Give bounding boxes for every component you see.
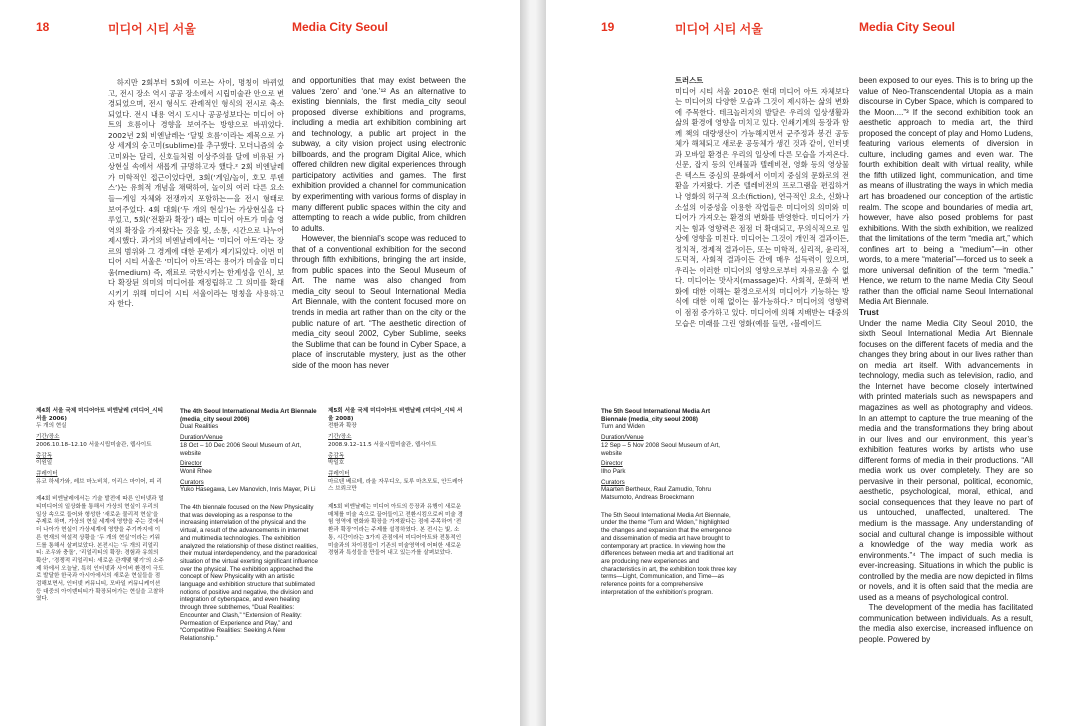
- note-description: The 4th biennale focused on the New Physicality that was developing as a response to the increasing interrelation of the physical and the virtual, a result of the advancements in internet and multimedia technologies. The exhibition analyzed the relationship of these distinct realities, their mutual interdependency, and the paradoxical situation of the virtual exerting significant influence over the physical. The exhibition approached the concept of New Physicality with an artistic language and exhibition structure that sublimated notions of positive and negative, the division and integration of cyberspace, and even healing through three subthemes, “Dual Realities: Encounter and Clash,” “Extension of Reality: Permeation of Experience and Play,” and “Competitive Realities: Seeking A New Relationship.”: [180, 504, 318, 642]
- exhibition-note-4th-en: [180, 408, 318, 718]
- note-label: Director: [180, 460, 202, 468]
- note-value: Wonil Rhee: [180, 467, 212, 475]
- body-column-en: [859, 76, 1033, 700]
- running-header-en: Media City Seoul: [859, 20, 956, 34]
- page-number: 19: [601, 20, 615, 34]
- running-header-kr: 미디어 시티 서울: [108, 22, 196, 36]
- running-header-en: Media City Seoul: [292, 20, 389, 34]
- note-value: 2008.9.12–11.5 서울시립미술관, 웹사이트: [328, 441, 437, 448]
- paragraph: However, the biennial’s scope was reduced to that of a conventional exhibition for the second through fifth exhibitions, bringing the art inside, from public spaces into the Seoul Museum of Art. The name was also changed from media_city seoul to Seoul International Media Art Biennale, with the content focused more on trends in media art rather than on the city or the public nature of art. “The aesthetic direction of media_city seoul 2002, Cyber Sublime, seeks the Sublime that can be found in Cyber Space, a place of inscrutable mystery, just as the other side of the moon has never: [292, 234, 466, 370]
- section-heading: Trust: [859, 308, 879, 318]
- note-label: 총감독: [36, 452, 53, 459]
- note-title: The 5th Seoul International Media Art Biennale (media_city seoul 2008): [601, 408, 711, 423]
- page-number: 18: [36, 20, 50, 34]
- running-header-kr: 미디어 시티 서울: [675, 22, 763, 36]
- note-title: The 4th Seoul International Media Art Biennale (media_city seoul 2006): [180, 408, 317, 423]
- section-heading: 트러스트: [675, 76, 704, 85]
- note-value: 18 Oct – 10 Dec 2006 Seoul Museum of Art, website: [180, 441, 302, 457]
- note-value: 마르텐 베르테, 라울 자무디오, 토루 마츠모토, 안드레아스 브뢰크만: [328, 478, 463, 493]
- note-value: 이원일: [36, 460, 53, 467]
- note-value: Yuko Hasegawa, Lev Manovich, Inris Mayer, Pi Li: [180, 486, 316, 494]
- exhibition-note-4th-kr: [36, 408, 164, 718]
- note-label: 총감독: [328, 452, 345, 459]
- body-column-kr: [675, 76, 849, 392]
- exhibition-note-5th-en: [601, 408, 737, 648]
- note-value: 박일호: [328, 460, 345, 467]
- note-label: 기간/장소: [328, 434, 352, 441]
- note-label: Director: [601, 460, 623, 468]
- body-column-en: [292, 76, 466, 382]
- note-subtitle: 전환과 확장: [328, 423, 357, 430]
- note-value: 유코 하세가와, 레브 마노비치, 이리스 마이어, 피 리: [36, 478, 162, 485]
- paragraph: been exposed to our eyes. This is to bring up the value of Neo-Transcendental Utopia as a main discourse in Cyber Space, which is compared to the Moon....”³ If the second exhibition took an aesthetic approach to media art, the third proposed the concept of play and Homo Ludens, featuring various elements of diversion in culture, including games and even war. The fourth exhibition dealt with virtual reality, while the fifth utilized light, communication, and time as means of illustrating the ways in which media art has broadened our conception of the artistic realm. The scope and boundaries of media art, however, have also posed problems for past exhibitions. With the sixth exhibition, we realized that the limitations of the term “media art,” which confines art to being a “medium”—in other words, to a mere “material”—forced us to seek a more universal definition of the term “media.” Hence, we return to the name Media City Seoul rather than the official name Seoul International Media Art Biennale.: [859, 76, 1033, 307]
- note-description: 제5회 비엔날레는 미디어 아트의 등장과 유행이 새로운 매체를 미술 속으로 끌어들이고 전환시킴으로써 미술 경험 영역에 변화와 확장을 가져왔다는 점에 주목하여 ‘전환과 확장’이라는 주제를 설정하였다. 본 전시는 빛, 소통, 시간이라는 3가지 관점에서 미디어아트와 전통적인 미술과의 차이점들이 기존의 미술영역에 어떠한 새로운 경험과 특성들을 만들어 내고 있는가를 살펴보았다.: [328, 504, 463, 557]
- note-value: 2006.10.18–12.10 서울시립미술관, 웹사이트: [36, 441, 152, 448]
- paragraph: and opportunities that may exist between the values ‘zero’ and ‘one.’¹² As an alternative to existing biennials, the first media_city seoul proposed diverse exhibitions and programs, including a media art exhibition combining art and technology, a public art project in the subway, a city vision project using electronic billboards, and the program Digital Alice, which offered children new digital experiences through participatory activities and games. The first exhibition provided a channel for communication by experimenting with various forms of display in many different public spaces within the city and attempting to reach a wide public, from children to adults.: [292, 76, 466, 233]
- exhibition-note-5th-kr: [328, 408, 466, 718]
- note-description: 제4회 비엔날레에서는 기술 발전에 따른 인터넷과 멀티미디어의 일상화를 통해서 가상의 현실이 우리의 일상 속으로 들어와 형성한 ‘새로운 물리적 현실’을 주제로 하며, 가상의 현실 세계에 영향을 주는 것에서 더 나아가 현실이 가상세계에 영향을 주기까지에 이른 현재의 역설적 상황을 ‘두 개의 현실’이라는 키워드를 통해서 살펴보았다. 본전시는 ‘두 개의 리얼리티: 조우와 충돌’, ‘리얼리티의 확장: 경험과 유희의 확산’, ‘경쟁적 리얼리티: 새로운 관계맺 맺기’의 소주제 하에서 오늘날, 특히 인터넷과 사이버 환경이 극도로 발달한 한국과 아시아에서의 새로운 현실들을 점검해보면서, 인터넷 커뮤니티, 모바일 커뮤니케이션 등 대중의 아이덴티티가 확장되어가는 현실을 고찰하였다.: [36, 496, 164, 603]
- paragraph: 미디어 시티 서울 2010은 현대 미디어 아트 자체보다는 미디어의 다양한 모습과 그것이 제시하는 삶의 변화에 주목한다. 테크놀러지의 발달은 우리의 일상생활과 삶의 환경에 영향을 미치고 있다. 인쇄기계의 등장과 함께 책의 대량생산이 가능해지면서 군주정과 봉건 공동체가 해체되고 새로운 공동체가 생긴 것과 같이, 인터넷과 모바일 환경은 우리의 일상에 다른 모습을 가져온다. 신문, 잡지 등의 인쇄물과 텔레비전, 영화 등의 영상물은 텍스트 중심의 문화에서 이미지 중심의 문화로의 전환을 가져왔다. 기존 텔레비전의 프로그램을 편집하거나 영화의 허구적 요소(fiction), 연극적인 요소, 신화나 소설의 이중성을 이용한 작업들은 미디어의 의미와 미디어가 가져오는 환경의 변화를 반영한다. 미디어가 가지는 힘과 영향력은 점점 더 확대되고, 무의식적으로 일상에 영향을 미친다. 미디어는 그것이 개인적 결과이든, 정치적, 경제적 결과이든, 또는 미학적, 심리적, 윤리적, 도덕적, 사회적 결과이든 간에 매우 설득력이 있으며, 우리는 이러한 미디어의 영향으로부터 자유로울 수 없다. 미디어는 맛사지(massage)다. 사회적, 문화적 변화에 대한 이해는 환경으로서의 미디어가 기능하는 방식에 대한 이해 없이는 불가능하다.³ 미디어의 영향력이 점점 증가하고 있다. 미디어에 의해 지배받는 대중의 모습은 미래를 그린 영화(예를 들면, ‹블레이드: [675, 86, 849, 328]
- note-value: Maarten Bertheux, Raul Zamudio, Tohru Matsumoto, Andreas Broeckmann: [601, 486, 711, 502]
- note-label: Curators: [180, 478, 204, 486]
- note-subtitle: 두 개의 현실: [36, 423, 67, 430]
- note-value: 12 Sep – 5 Nov 2008 Seoul Museum of Art, website: [601, 441, 721, 457]
- note-label: 큐레이터: [36, 470, 58, 477]
- paragraph: The development of the media has facilitated communication between individuals. As a result, the media also exercise, increased influence on people. Powered by: [859, 603, 1033, 644]
- body-column-kr: [108, 78, 284, 368]
- note-title: 제5회 서울 국제 미디어아트 비엔날레 (미디어_시티 서울 2008): [328, 408, 463, 422]
- right-page: [546, 0, 1066, 726]
- note-label: Duration/Venue: [601, 434, 644, 442]
- note-label: Duration/Venue: [180, 434, 223, 442]
- note-description: The 5th Seoul International Media Art Biennale, under the theme “Turn and Widen,” highlighted the changes and expansion that the emergence and dissemination of media art have brought to contemporary art practice. In viewing how the differences between media art and traditional art are producing new experiences and characteristics in art, the exhibition took three key terms—Light, Communication, and Time—as reference points for a comprehensive interpretation of the exhibition’s program.: [601, 511, 737, 596]
- note-label: 큐레이터: [328, 470, 350, 477]
- note-title: 제4회 서울 국제 미디어아트 비엔날레 (미디어_시티 서울 2006): [36, 408, 164, 422]
- book-gutter: [520, 0, 546, 726]
- note-value: Ilho Park: [601, 467, 626, 475]
- left-page: [0, 0, 520, 726]
- paragraph: Under the name Media City Seoul 2010, the sixth Seoul International Media Art Biennale focuses on the different facets of media and the changes they bring about in our lives rather than on media art itself. With advancements in technology, media such as television, radio, and the Internet have become closely intertwined with printed materials such as newspapers and magazines as well as photography and videos. In an attempt to capture the true meaning of the media and the transformations they bring about in our lives and our environment, this year’s exhibition features works by artists who use different forms of media in their productions. “All media work us over completely. They are so pervasive in their personal, political, economic, aesthetic, psychological, moral, ethical, and social consequences that they leave no part of us untouched, unaffected, unaltered. The medium is the massage. Any understanding of social and cultural change is impossible without a knowledge of the way media work as environments.”⁴ The impact of such media is ever-increasing. Situations in which the public is controlled by the media are now depicted in films or novels, and it is often said that the media are used as a means of psychological control.: [859, 318, 1033, 602]
- paragraph: 하지만 2회부터 5회에 이르는 사이, 명칭이 바뀌었고, 전시 장소 역시 공공 장소에서 시립미술관 안으로 변경되었으며, 전시 형식도 관례적인 형식의 전시로 축소되었다. 전시 내용 역시 도시나 공공성보다는 미디어 아트의 흐름이나 경향을 보여주는 방향으로 바뀌었다. 2002년 2회 비엔날레는 ‘달빛 흐름’이라는 제목으로 가상 세계의 숭고미(sublime)를 추구했다. 모더니즘의 숭고미와는 달리, 신호들처럼 이상주의를 달에 비유된 가상현실 속에서 새롭게 규명하고자 했다.² 2회 비엔날레가 미학적인 접근이었다면, 3회(‘게임/놀이, 호모 루덴스’)는 유희적 개념을 채택하여, 놀이의 여러 다른 요소들—게임 자체와 전쟁까지 포함하는—을 전시 형태로 보여주었다. 4회 대회(‘두 개의 현실’)는 가상현실을 다루었고, 5회(‘전환과 확장’) 때는 미디어 아트가 미술 영역의 확장을 가져왔다는 것을 빛, 소통, 시간으로 나누어 제시했다. 과거의 비엔날레에서는 ‘미디어 아트’라는 장르의 범위와 그 경계에 대한 문제가 제기되었다. 이번 미디어 시티 서울은 ‘미디어 아트’라는 용어가 미술을 미디움(medium) 즉, 재료로 국한시키는 한계성을 인식, 보다 확장된 의미의 미디어를 재정립하고 그 의미를 확대시키기 위해 미디어 시티 서울이라는 명칭을 사용하고자 한다.: [108, 78, 284, 309]
- note-subtitle: Dual Realities: [180, 423, 219, 431]
- note-subtitle: Turn and Widen: [601, 423, 645, 431]
- note-label: Curators: [601, 478, 625, 486]
- note-label: 기간/장소: [36, 434, 60, 441]
